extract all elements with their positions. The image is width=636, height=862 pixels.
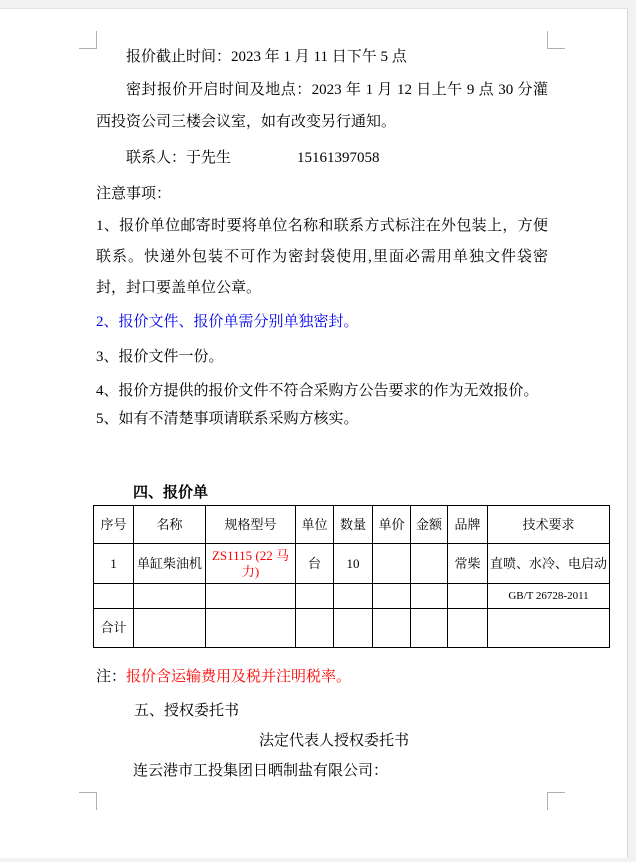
cell-amount bbox=[411, 584, 448, 609]
header-brand: 品牌 bbox=[448, 506, 488, 544]
cell-brand bbox=[448, 584, 488, 609]
cell-spec bbox=[206, 584, 296, 609]
margin-mark-top-left bbox=[79, 31, 97, 49]
header-name: 名称 bbox=[134, 506, 206, 544]
cell-unit bbox=[296, 609, 334, 648]
cell-tech-req bbox=[488, 609, 610, 648]
header-seq: 序号 bbox=[94, 506, 134, 544]
quotation-table bbox=[93, 505, 610, 648]
margin-mark-bottom-right bbox=[547, 792, 565, 810]
section5-heading: 五、授权委托书 bbox=[134, 703, 240, 719]
cell-unit-price bbox=[373, 584, 411, 609]
margin-mark-bottom-left bbox=[79, 792, 97, 810]
cell-tech-standard: GB/T 26728-2011 bbox=[488, 584, 610, 609]
note-item-4: 4、报价方提供的报价文件不符合采购方公告要求的作为无效报价。 bbox=[96, 383, 539, 399]
header-amount: 金额 bbox=[411, 506, 448, 544]
cell-brand bbox=[448, 609, 488, 648]
company-salutation-line: 连云港市工投集团日晒制盐有限公司： bbox=[133, 763, 389, 779]
cell-name bbox=[134, 609, 206, 648]
margin-mark-top-right bbox=[547, 31, 565, 49]
table-row bbox=[94, 584, 610, 609]
sealed-quote-open-time-line: 密封报价开启时间及地点：2023 年 1 月 12 日上午 9 点 30 分灌西投资公司三楼会议室，如有改变另行通知。 bbox=[96, 82, 548, 130]
notes-title: 注意事项： bbox=[96, 186, 172, 202]
contact-phone: 15161397058 bbox=[297, 150, 380, 166]
cell-seq: 1 bbox=[94, 544, 134, 584]
cell-brand: 常柴 bbox=[448, 544, 488, 584]
cell-unit-price bbox=[373, 609, 411, 648]
cell-qty: 10 bbox=[334, 544, 373, 584]
note-item-2: 2、报价文件、报价单需分别单独密封。 bbox=[96, 314, 359, 330]
cell-total-label: 合计 bbox=[94, 609, 134, 648]
cell-unit-price bbox=[373, 544, 411, 584]
note-item-3: 3、报价文件一份。 bbox=[96, 349, 224, 365]
table-total-row bbox=[94, 609, 610, 648]
document-page bbox=[0, 8, 628, 858]
cell-name: 单缸柴油机 bbox=[134, 544, 206, 584]
cell-qty bbox=[334, 584, 373, 609]
cell-amount bbox=[411, 609, 448, 648]
header-qty: 数量 bbox=[334, 506, 373, 544]
table-row bbox=[94, 544, 610, 584]
note-item-1: 1、报价单位邮寄时要将单位名称和联系方式标注在外包装上，方便联系。快递外包装不可作为密封袋使用,里面必需用单独文件袋密封，封口要盖单位公章。 bbox=[96, 218, 548, 296]
tax-note-line bbox=[96, 661, 548, 694]
cell-amount bbox=[411, 544, 448, 584]
cell-name bbox=[134, 584, 206, 609]
note-item-5: 5、如有不清楚事项请联系采购方核实。 bbox=[96, 411, 359, 427]
header-spec: 规格型号 bbox=[206, 506, 296, 544]
tax-note-prefix: 注： bbox=[96, 669, 127, 685]
header-unit: 单位 bbox=[296, 506, 334, 544]
tax-note-red-text: 报价含运输费用及税并注明税率。 bbox=[126, 669, 352, 685]
header-unit-price: 单价 bbox=[373, 506, 411, 544]
cell-spec: ZS1115 (22 马力) bbox=[206, 544, 296, 584]
cell-tech-req: 直喷、水冷、电启动 bbox=[488, 544, 610, 584]
section4-heading: 四、报价单 bbox=[133, 485, 209, 501]
contact-line bbox=[96, 142, 548, 175]
cell-qty bbox=[334, 609, 373, 648]
table-header-row bbox=[94, 506, 610, 544]
cell-unit bbox=[296, 584, 334, 609]
poa-title: 法定代表人授权委托书 bbox=[258, 733, 409, 749]
header-tech-req: 技术要求 bbox=[488, 506, 610, 544]
contact-name: 联系人：于先生 bbox=[126, 150, 232, 166]
cell-seq bbox=[94, 584, 134, 609]
quote-deadline-line: 报价截止时间：2023 年 1 月 11 日下午 5 点 bbox=[126, 49, 407, 65]
cell-spec bbox=[206, 609, 296, 648]
cell-unit: 台 bbox=[296, 544, 334, 584]
document-content bbox=[96, 41, 608, 786]
